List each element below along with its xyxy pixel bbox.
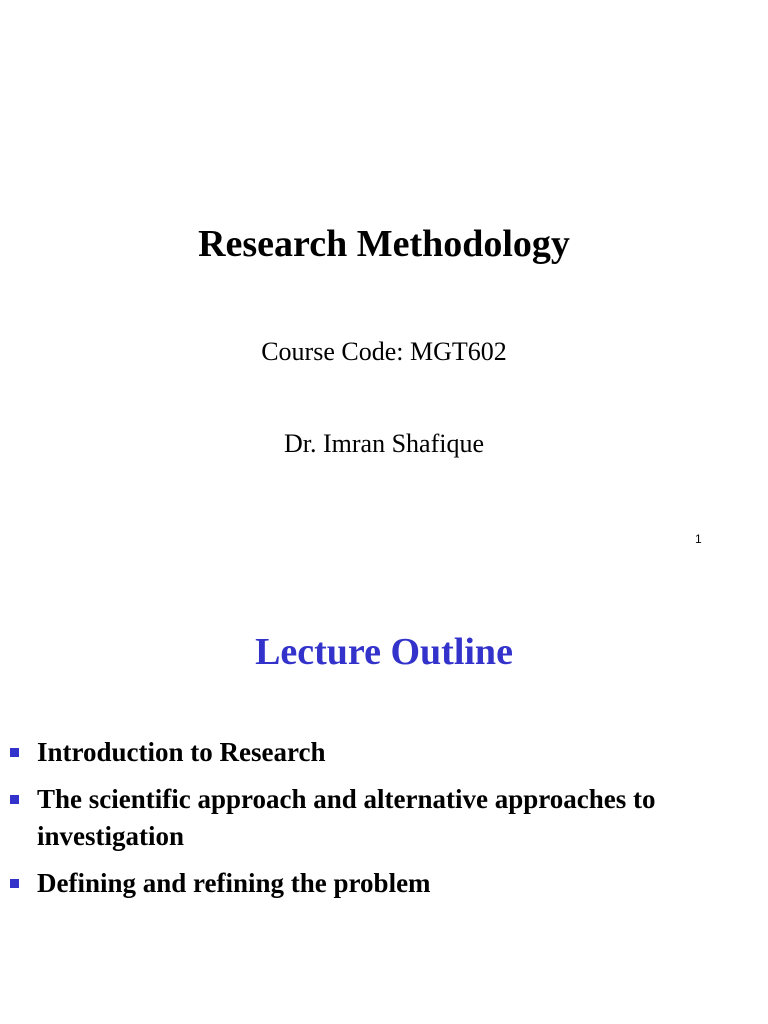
square-bullet-icon	[10, 748, 19, 757]
page-number: 1	[695, 532, 702, 546]
bullet-text: Introduction to Research	[37, 737, 326, 767]
outline-slide	[0, 576, 768, 1024]
bullet-list	[0, 734, 768, 912]
list-item	[0, 734, 768, 771]
bullet-text: Defining and refining the problem	[37, 868, 431, 898]
author-name: Dr. Imran Shafique	[283, 429, 484, 458]
slide-title: Research Methodology	[198, 223, 570, 265]
square-bullet-icon	[10, 879, 19, 888]
list-item	[0, 865, 768, 902]
list-item	[0, 781, 768, 855]
outline-title: Lecture Outline	[255, 631, 513, 673]
course-code: Course Code: MGT602	[261, 337, 507, 366]
square-bullet-icon	[10, 795, 19, 804]
bullet-text: The scientific approach and alternative approaches to investigation	[37, 784, 656, 851]
